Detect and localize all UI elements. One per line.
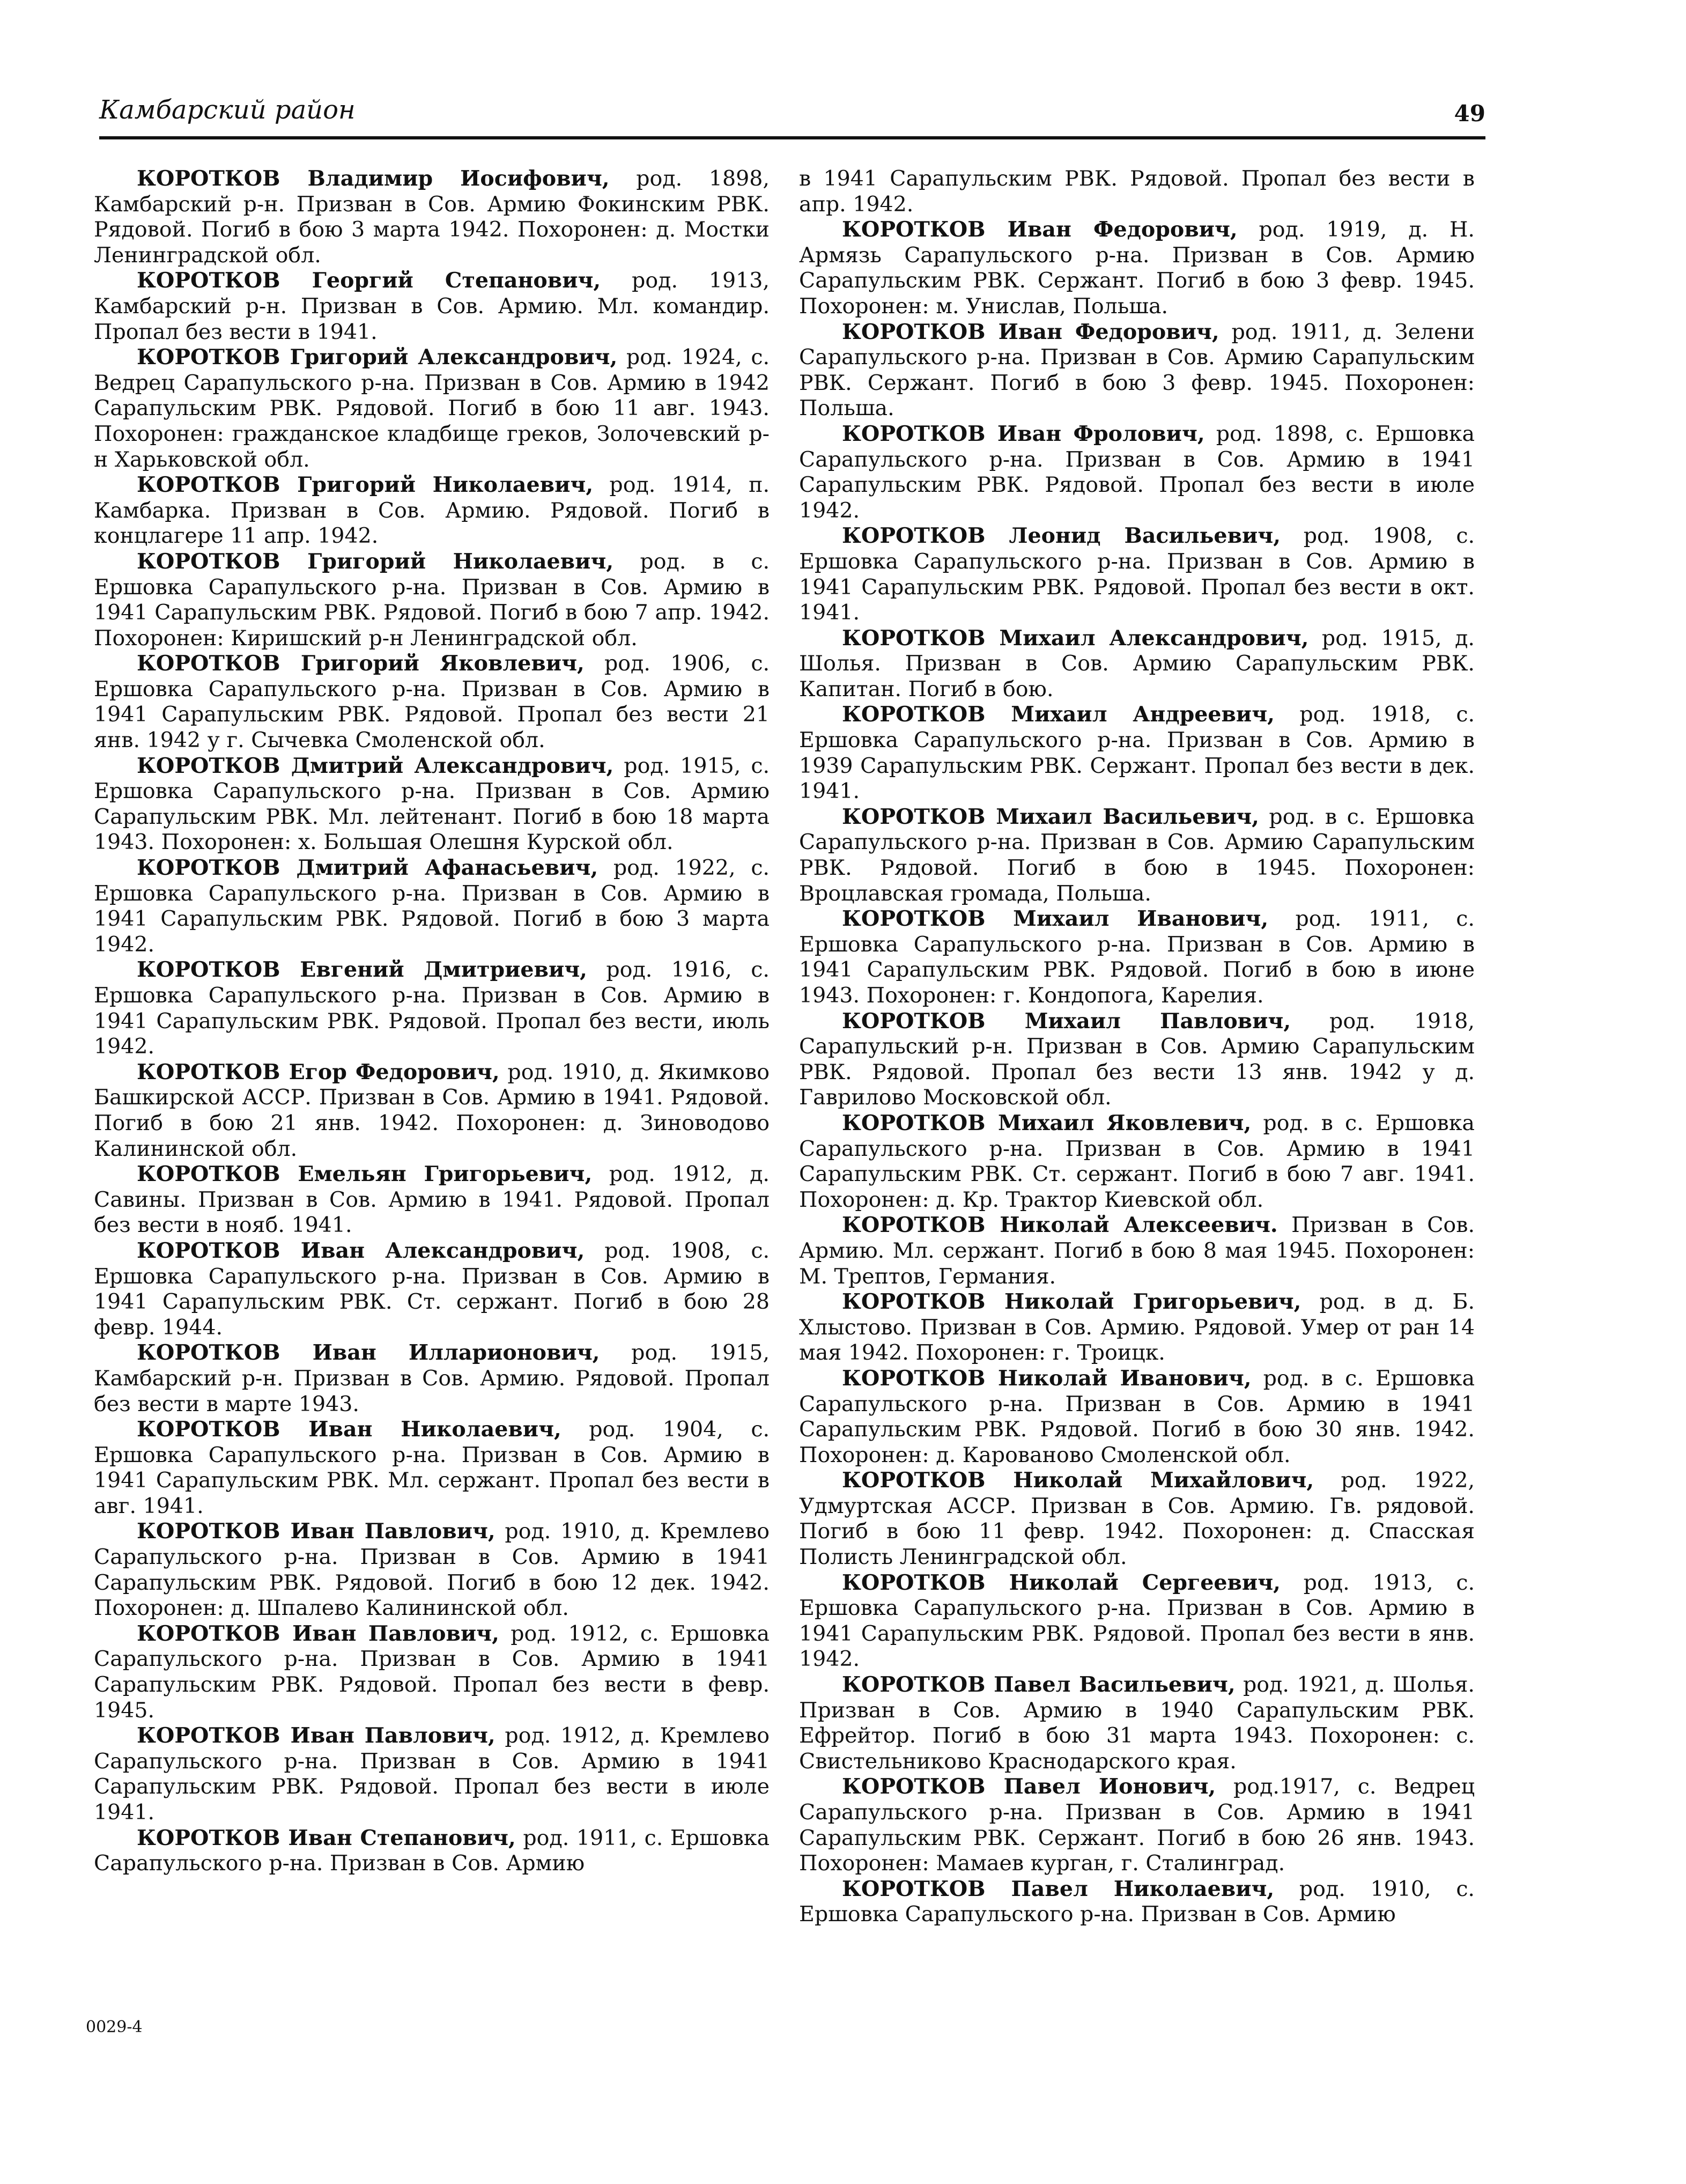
biography-entry <box>799 166 1475 217</box>
biography-entry <box>799 805 1475 906</box>
person-name: КОРОТКОВ Иван Александрович, <box>137 1238 585 1263</box>
entry-text: род. в с. Ершовка Сарапульского р-на. Призван в Сов. Армию в 1941 Сарапульским РВК. Рядовой. Погиб в бою 30 янв. 1942. Похоронен: д. Карованово Смоленской обл. <box>799 1366 1475 1467</box>
person-name: КОРОТКОВ Михаил Яковлевич, <box>842 1110 1252 1135</box>
person-name: КОРОТКОВ Николай Иванович, <box>842 1366 1252 1391</box>
person-name: КОРОТКОВ Иван Павлович, <box>137 1621 499 1646</box>
person-name: КОРОТКОВ Николай Алексеевич. <box>842 1213 1278 1238</box>
person-name: КОРОТКОВ Михаил Андреевич, <box>842 702 1275 727</box>
person-name: КОРОТКОВ Николай Григорьевич, <box>842 1289 1302 1315</box>
biography-entry <box>94 549 770 651</box>
entry-text: род. в д. Б. Хлыстово. Призван в Сов. Армию. Рядовой. Умер от ран 14 мая 1942. Похоронен: г. Троицк. <box>799 1289 1475 1366</box>
biography-entry <box>94 957 770 1059</box>
person-name: КОРОТКОВ Иван Федорович, <box>842 217 1238 242</box>
left-column <box>94 166 770 2043</box>
entry-text: род. в с. Ершовка Сарапульского р-на. Призван в Сов. Армию Сарапульским РВК. Рядовой. Погиб в бою в 1945. Похоронен: Вроцлавская громада, Польша. <box>799 804 1475 906</box>
biography-entry <box>799 702 1475 804</box>
entry-text: род. 1912, д. Кремлево Сарапульского р-на. Призван в Сов. Армию в 1941 Сарапульским РВК. Рядовой. Пропал без вести в июле 1941. <box>94 1723 770 1825</box>
biography-entry <box>94 1238 770 1340</box>
person-name: КОРОТКОВ Михаил Александрович, <box>842 625 1309 651</box>
person-name: КОРОТКОВ Емельян Григорьевич, <box>137 1162 593 1187</box>
entry-text: род. 1918, с. Ершовка Сарапульского р-на. Призван в Сов. Армию в 1939 Сарапульским РВК. Сержант. Пропал без вести в дек. 1941. <box>799 702 1475 804</box>
biography-entry <box>799 1213 1475 1289</box>
entry-text: род. 1921, д. Шолья. Призван в Сов. Армию в 1940 Сарапульским РВК. Ефрейтор. Погиб в бою 31 марта 1943. Похоронен: с. Свистельниково Краснодарского края. <box>799 1672 1475 1774</box>
entry-text: род. 1908, с. Ершовка Сарапульского р-на. Призван в Сов. Армию в 1941 Сарапульским РВК. Ст. сержант. Погиб в бою 28 февр. 1944. <box>94 1238 770 1340</box>
entry-text: род. 1913, Камбарский р-н. Призван в Сов. Армию. Мл. командир. Пропал без вести в 1941. <box>94 268 770 344</box>
person-name: КОРОТКОВ Григорий Николаевич, <box>137 473 594 498</box>
biography-entry <box>94 268 770 345</box>
person-name: КОРОТКОВ Николай Михайлович, <box>842 1468 1314 1493</box>
running-title-district: Камбарский район <box>99 95 356 125</box>
entry-text: род. 1911, с. Ершовка Сарапульского р-на. Призван в Сов. Армию в 1941 Сарапульским РВК. Рядовой. Погиб в бою в июне 1943. Похоронен: г. Кондопога, Карелия. <box>799 906 1475 1008</box>
biography-entry <box>94 345 770 473</box>
entry-text: род. 1922, Удмуртская АССР. Призван в Сов. Армию. Гв. рядовой. Погиб в бою 11 февр. 1942. Похоронен: д. Спасская Полисть Ленинградской обл. <box>799 1468 1475 1570</box>
person-name: КОРОТКОВ Дмитрий Афанасьевич, <box>137 855 598 881</box>
biography-entry <box>799 217 1475 319</box>
biography-entry <box>799 320 1475 422</box>
person-name: КОРОТКОВ Павел Ионович, <box>842 1774 1216 1799</box>
person-name: КОРОТКОВ Михаил Васильевич, <box>842 804 1259 829</box>
person-name: КОРОТКОВ Павел Васильевич, <box>842 1672 1236 1698</box>
entry-text: род. 1906, с. Ершовка Сарапульского р-на. Призван в Сов. Армию в 1941 Сарапульским РВК. Рядовой. Пропал без вести 21 янв. 1942 у г. Сычевка Смоленской обл. <box>94 651 770 753</box>
entry-text: род. 1911, д. Зелени Сарапульского р-на. Призван в Сов. Армию Сарапульским РВК. Сержант. Погиб в бою 3 февр. 1945. Похоронен: Польша. <box>799 319 1475 421</box>
entry-text: род. 1922, с. Ершовка Сарапульского р-на. Призван в Сов. Армию в 1941 Сарапульским РВК. Рядовой. Погиб в бою 3 марта 1942. <box>94 855 770 957</box>
entry-text: род. 1910, с. Ершовка Сарапульского р-на. Призван в Сов. Армию <box>799 1876 1475 1927</box>
header-rule <box>99 136 1485 139</box>
entry-text: род. 1908, с. Ершовка Сарапульского р-на. Призван в Сов. Армию в 1941 Сарапульским РВК. Рядовой. Пропал без вести в окт. 1941. <box>799 523 1475 625</box>
entry-text: род. 1898, Камбарский р-н. Призван в Сов. Армию Фокинским РВК. Рядовой. Погиб в бою 3 марта 1942. Похоронен: д. Мостки Ленинградской обл. <box>94 166 770 268</box>
page-header <box>99 94 1485 139</box>
biography-entry <box>799 1111 1475 1213</box>
entry-text: род. 1924, с. Ведрец Сарапульского р-на. Призван в Сов. Армию в 1942 Сарапульским РВК. Рядовой. Погиб в бою 11 авг. 1943. Похоронен: гражданское кладбище греков, Золочевский р-н Харьковской обл. <box>94 345 770 472</box>
biography-entry <box>94 1621 770 1723</box>
person-name: КОРОТКОВ Иван Николаевич, <box>137 1417 561 1442</box>
entry-text: род. 1914, п. Камбарка. Призван в Сов. Армию. Рядовой. Погиб в концлагере 11 апр. 1942. <box>94 473 770 549</box>
entry-text: в 1941 Сарапульским РВК. Рядовой. Пропал без вести в апр. 1942. <box>799 166 1475 217</box>
biography-entry <box>94 166 770 268</box>
biography-entry <box>799 1877 1475 1928</box>
entry-text: род. 1916, с. Ершовка Сарапульского р-на. Призван в Сов. Армию в 1941 Сарапульским РВК. Рядовой. Пропал без вести, июль 1942. <box>94 957 770 1059</box>
entry-text: род.1917, с. Ведрец Сарапульского р-на. Призван в Сов. Армию в 1941 Сарапульским РВК. Сержант. Погиб в бою 26 янв. 1943. Похоронен: Мамаев курган, г. Сталинград. <box>799 1774 1475 1876</box>
biography-entry <box>94 473 770 549</box>
entry-text: род. 1912, д. Савины. Призван в Сов. Армию в 1941. Рядовой. Пропал без вести в нояб. 1941. <box>94 1162 770 1238</box>
person-name: КОРОТКОВ Владимир Иосифович, <box>137 166 610 191</box>
entry-text: род. 1913, с. Ершовка Сарапульского р-на. Призван в Сов. Армию в 1941 Сарапульским РВК. Рядовой. Пропал без вести в янв. 1942. <box>799 1570 1475 1672</box>
person-name: КОРОТКОВ Леонид Васильевич, <box>842 523 1281 549</box>
person-name: КОРОТКОВ Григорий Яковлевич, <box>137 651 585 676</box>
entry-text: род. 1898, с. Ершовка Сарапульского р-на. Призван в Сов. Армию в 1941 Сарапульским РВК. Рядовой. Пропал без вести в июле 1942. <box>799 421 1475 523</box>
person-name: КОРОТКОВ Михаил Иванович, <box>842 906 1269 932</box>
biography-entry <box>94 1340 770 1417</box>
biography-entry <box>94 1417 770 1519</box>
person-name: КОРОТКОВ Иван Степанович, <box>137 1825 516 1850</box>
biography-entry <box>799 523 1475 625</box>
person-name: КОРОТКОВ Иван Федорович, <box>842 319 1219 344</box>
entry-text: род. 1915, д. Шолья. Призван в Сов. Армию Сарапульским РВК. Капитан. Погиб в бою. <box>799 625 1475 702</box>
person-name: КОРОТКОВ Михаил Павлович, <box>842 1008 1291 1034</box>
page-number: 49 <box>1454 100 1485 127</box>
biography-entry <box>94 1519 770 1621</box>
entry-text: род. в с. Ершовка Сарапульского р-на. Призван в Сов. Армию в 1941 Сарапульским РВК. Ст. сержант. Погиб в бою 7 авг. 1941. Похоронен: д. Кр. Трактор Киевской обл. <box>799 1110 1475 1212</box>
entry-text: род. 1904, с. Ершовка Сарапульского р-на. Призван в Сов. Армию в 1941 Сарапульским РВК. Мл. сержант. Пропал без вести в авг. 1941. <box>94 1417 770 1518</box>
entry-text: род. 1918, Сарапульский р-н. Призван в Сов. Армию Сарапульским РВК. Рядовой. Пропал без вести 13 янв. 1942 у д. Гаврилово Московской обл. <box>799 1008 1475 1110</box>
biography-entry <box>94 1723 770 1825</box>
entry-text: род. в с. Ершовка Сарапульского р-на. Призван в Сов. Армию в 1941 Сарапульским РВК. Рядовой. Погиб в бою 7 апр. 1942. Похоронен: Киришский р-н Ленинградской обл. <box>94 549 770 651</box>
biography-entry <box>799 906 1475 1008</box>
biography-entry <box>799 1289 1475 1366</box>
person-name: КОРОТКОВ Дмитрий Александрович, <box>137 753 614 778</box>
person-name: КОРОТКОВ Иван Илларионович, <box>137 1340 600 1366</box>
person-name: КОРОТКОВ Егор Федорович, <box>137 1059 500 1084</box>
sheet-signature-mark: 0029-4 <box>86 2018 143 2037</box>
biography-entry <box>799 1366 1475 1468</box>
person-name: КОРОТКОВ Григорий Александрович, <box>137 345 618 370</box>
person-name: КОРОТКОВ Иван Павлович, <box>137 1519 496 1544</box>
biography-entry <box>799 1468 1475 1570</box>
person-name: КОРОТКОВ Георгий Степанович, <box>137 268 601 293</box>
person-name: КОРОТКОВ Павел Николаевич, <box>842 1876 1275 1901</box>
biography-entry <box>94 1162 770 1238</box>
person-name: КОРОТКОВ Николай Сергеевич, <box>842 1570 1281 1595</box>
biography-entry <box>799 1009 1475 1111</box>
entry-text: род. 1919, д. Н. Армязь Сарапульского р-на. Призван в Сов. Армию Сарапульским РВК. Сержант. Погиб в бою 3 февр. 1945. Похоронен: м. Унислав, Польша. <box>799 217 1475 319</box>
biography-entry <box>799 1774 1475 1876</box>
biography-entry <box>94 855 770 957</box>
person-name: КОРОТКОВ Иван Фролович, <box>842 421 1205 446</box>
right-column <box>799 166 1475 2043</box>
entry-text: род. 1915, Камбарский р-н. Призван в Сов. Армию. Рядовой. Пропал без вести в марте 1943. <box>94 1340 770 1416</box>
person-name: КОРОТКОВ Григорий Николаевич, <box>137 549 614 574</box>
biography-entry <box>799 626 1475 703</box>
person-name: КОРОТКОВ Иван Павлович, <box>137 1723 496 1748</box>
biography-entry <box>799 1672 1475 1774</box>
person-name: КОРОТКОВ Евгений Дмитриевич, <box>137 957 587 983</box>
entry-text: род. 1912, с. Ершовка Сарапульского р-на. Призван в Сов. Армию в 1941 Сарапульским РВК. Рядовой. Пропал без вести в февр. 1945. <box>94 1621 770 1723</box>
biography-entry <box>94 754 770 855</box>
entry-text: Призван в Сов. Армию. Мл. сержант. Погиб в бою 8 мая 1945. Похоронен: М. Трептов, Германия. <box>799 1213 1475 1289</box>
biography-entry <box>94 651 770 753</box>
biography-entry <box>94 1060 770 1162</box>
biography-entry <box>94 1826 770 1877</box>
entry-text: род. 1915, с. Ершовка Сарапульского р-на. Призван в Сов. Армию Сарапульским РВК. Мл. лейтенант. Погиб в бою 18 марта 1943. Похоронен: х. Большая Олешня Курской обл. <box>94 753 770 855</box>
biography-entry <box>799 1570 1475 1672</box>
biography-entry <box>799 422 1475 523</box>
entry-text: род. 1911, с. Ершовка Сарапульского р-на. Призван в Сов. Армию <box>94 1825 770 1876</box>
entry-text: род. 1910, д. Якимково Башкирской АССР. Призван в Сов. Армию в 1941. Рядовой. Погиб в бою 21 янв. 1942. Похоронен: д. Зиноводово Калининской обл. <box>94 1059 770 1161</box>
entry-text: род. 1910, д. Кремлево Сарапульского р-на. Призван в Сов. Армию в 1941 Сарапульским РВК. Рядовой. Погиб в бою 12 дек. 1942. Похоронен: д. Шпалево Калининской обл. <box>94 1519 770 1621</box>
